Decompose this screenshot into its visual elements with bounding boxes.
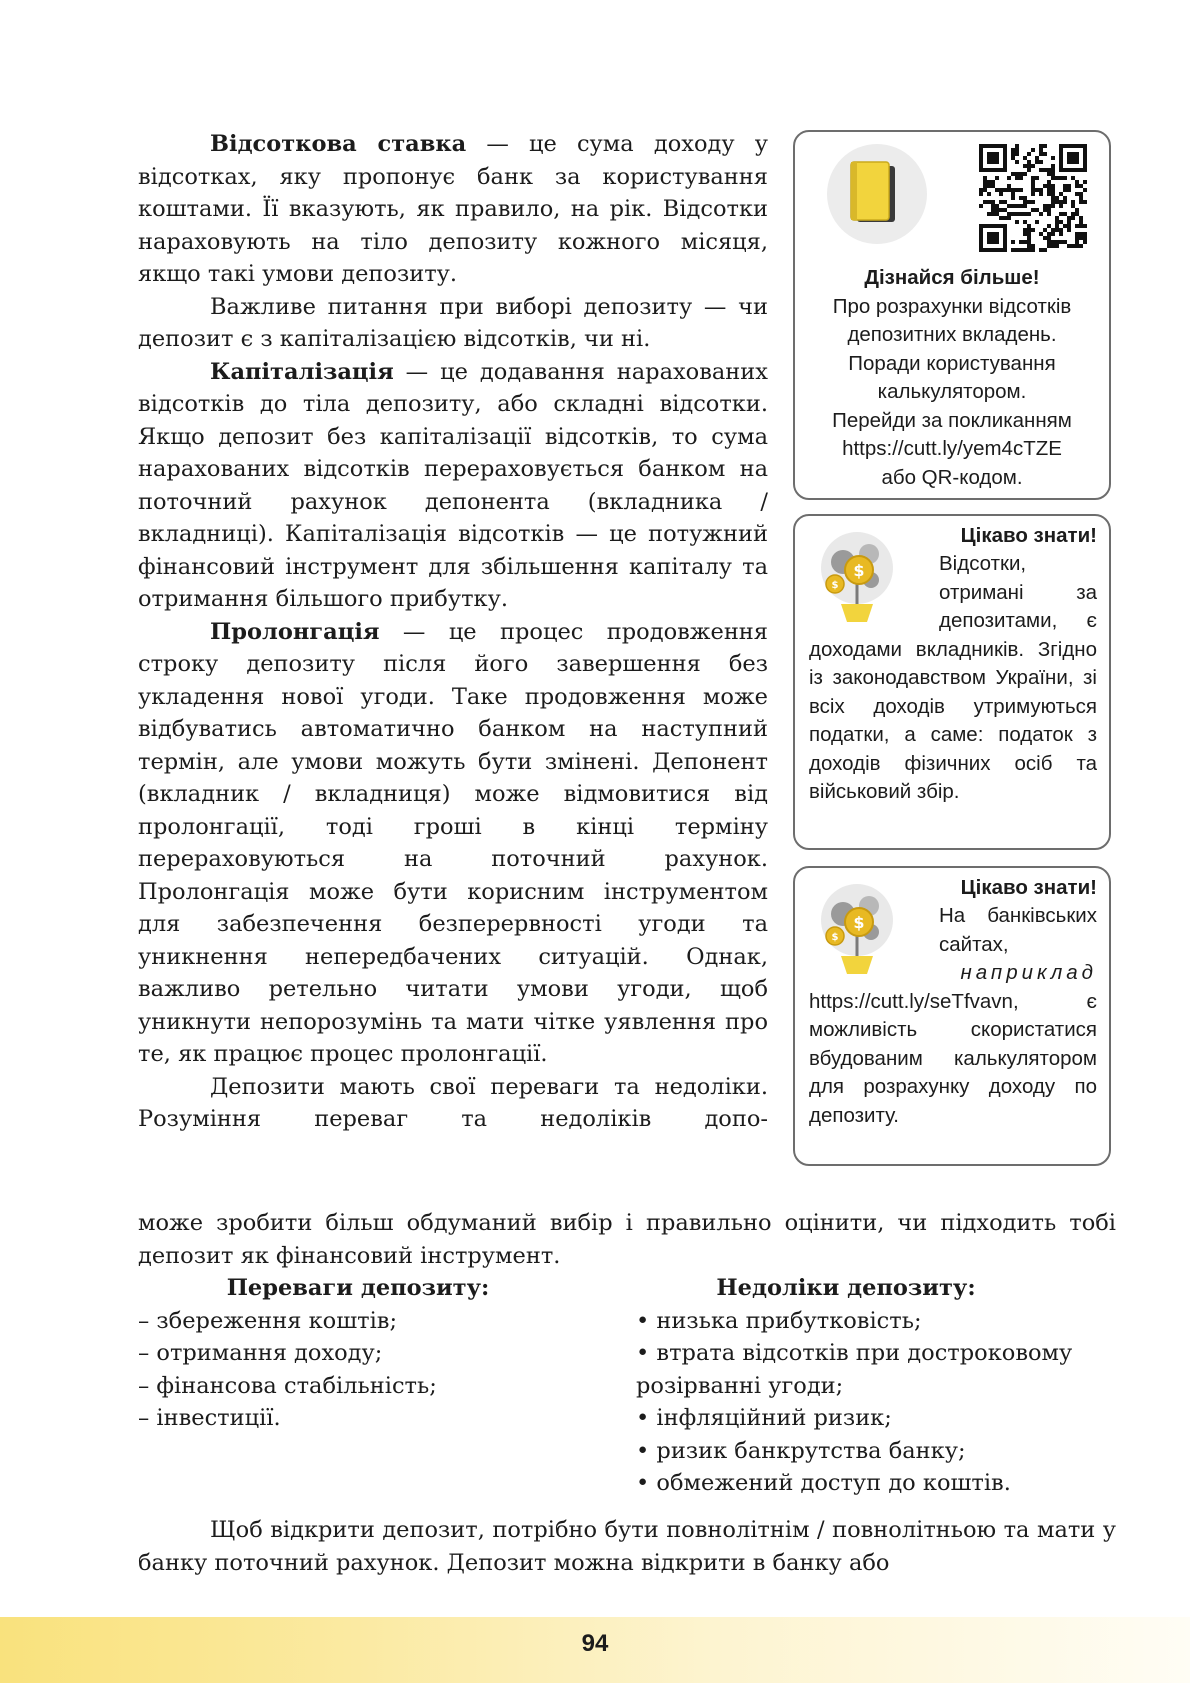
fact-box-2-text <box>809 988 1097 1131</box>
fact-box-1-text: доходами вкладників. Згідно із законодавством України, зі всіх доходів утримуються податки, а саме: податок з доходів фізичних осіб та військовий збір. <box>809 637 1097 803</box>
paragraph-open-deposit: Щоб відкрити депозит, потрібно бути повнолітнім / повнолітньою та мати у банку поточний рахунок. Депозит можна відкрити в банку або <box>138 1517 1116 1576</box>
fact-box-2-body <box>809 902 1097 1130</box>
paragraph-text: — це сума доходу у відсотках, яку пропонує банк за користування коштами. Її вказують, як правило, на рік. Відсотки нараховують на тіло депозиту кожного місяця, якщо такі умови депозиту. <box>138 131 768 287</box>
fact-box-2-lead: На банківських сайтах, <box>939 904 1097 956</box>
paragraph-interest-rate <box>138 128 768 291</box>
paragraph-capitalization <box>138 356 768 616</box>
advantages-column <box>138 1272 598 1435</box>
advantages-title: Переваги депозиту: <box>226 1275 490 1301</box>
paragraph-text: — це процес продовження строку депозиту після його завершення без укладення нової угоди. Таке продовження може відбуватись автоматично банком на наступний термін, але умови можуть бути змінені. Депонент (вкладник / вкладниця) може відмовитися від пролонгації, тоді гроші в кінці терміну перераховуються на поточний рахунок. Пролонгація може бути корисним інструментом для забезпечення безперервності угоди та уникнення непередбачених ситуацій. Однак, важливо ретельно читати умови угоди, щоб уникнути непорозумінь та мати чітке уявлення про те, як працює процес пролонгації. <box>138 618 768 1067</box>
paragraph-deposits-pros-cons: Депозити мають свої переваги та недоліки. Розуміння переваг та недоліків допо- <box>138 1073 768 1132</box>
learn-more-link[interactable]: https://cutt.ly/yem4cTZE <box>842 437 1062 460</box>
fact-box-1 <box>793 514 1111 850</box>
svg-text:$: $ <box>831 580 839 591</box>
fact-box-2-rest: є можливість скористатися вбудованим калькулятором для розрахунку доходу по депозиту. <box>809 989 1097 1127</box>
list-item: • інфляційний ризик; <box>636 1405 892 1431</box>
full-width-text <box>138 1207 1116 1272</box>
term-capitalization: Капіталізація <box>210 358 394 385</box>
disadvantages-list <box>636 1305 1116 1500</box>
paragraph-prolongation <box>138 616 768 1071</box>
list-item: – фінансова стабільність; <box>138 1372 437 1399</box>
svg-text:$: $ <box>831 932 839 943</box>
list-item: – інвестиції. <box>138 1405 281 1431</box>
full-width-text-bottom <box>138 1514 1116 1579</box>
disadvantages-title: Недоліки депозиту: <box>716 1275 976 1301</box>
fact-box-2-example: наприклад <box>960 961 1097 984</box>
learn-more-line: або QR-кодом. <box>881 465 1023 489</box>
fact-box-2-title: Цікаво знати! <box>960 876 1097 899</box>
page-number: 94 <box>581 1630 609 1657</box>
term-interest-rate: Відсоткова ставка <box>210 131 467 157</box>
learn-more-line: Перейди за покликанням <box>832 408 1072 432</box>
learn-more-line: Про розрахунки відсотків депозитних вкладень. <box>832 294 1072 346</box>
paragraph-text: — це додавання нарахованих відсотків до тіла депозиту, або складні відсотки. Якщо депозит без капіталізації відсотків, то сума нарахованих відсотків перераховується банком на поточний рахунок депонента (вкладника / вкладниці). Капіталізація відсотків — це потужний фінансовий інструмент для збільшення капіталу та отримання більшого прибутку. <box>138 358 768 612</box>
list-item: • обмежений доступ до коштів. <box>636 1470 1011 1496</box>
disadvantages-column <box>636 1272 1116 1500</box>
paragraph-important-question: Важливе питання при виборі депозиту — чи депозит є з капіталізацією відсотків, чи ні. <box>138 293 768 352</box>
learn-more-line: Поради користування калькулятором. <box>848 351 1056 403</box>
book-icon <box>827 144 927 244</box>
advantages-list <box>138 1305 598 1435</box>
fact-box-1-body <box>809 550 1097 807</box>
learn-more-text <box>799 264 1105 492</box>
fact-box-2-link[interactable]: https://cutt.ly/seTfvavn, <box>809 989 1019 1013</box>
learn-more-box <box>793 130 1111 500</box>
main-text-column <box>138 128 768 1136</box>
list-item: • втрата відсотків при достроковому розірванні угоди; <box>636 1340 1073 1399</box>
fact-box-2 <box>793 866 1111 1166</box>
fact-box-1-title: Цікаво знати! <box>960 524 1097 547</box>
term-prolongation: Пролонгація <box>210 618 380 645</box>
list-item: • ризик банкрутства банку; <box>636 1437 966 1464</box>
svg-text:$: $ <box>853 561 865 580</box>
list-item: – збереження коштів; <box>138 1307 398 1334</box>
paragraph-continuation: може зробити більш обдуманий вибір і правильно оцінити, чи підходить тобі депозит як фінансовий інструмент. <box>138 1210 1116 1269</box>
fact-box-1-lead: Відсотки, отримані за депозитами, є <box>939 552 1097 632</box>
svg-text:$: $ <box>853 913 865 932</box>
qr-code-icon[interactable] <box>979 144 1087 252</box>
learn-more-title: Дізнайся більше! <box>864 266 1040 289</box>
list-item: • низька прибутковість; <box>636 1307 922 1334</box>
list-item: – отримання доходу; <box>138 1340 383 1366</box>
